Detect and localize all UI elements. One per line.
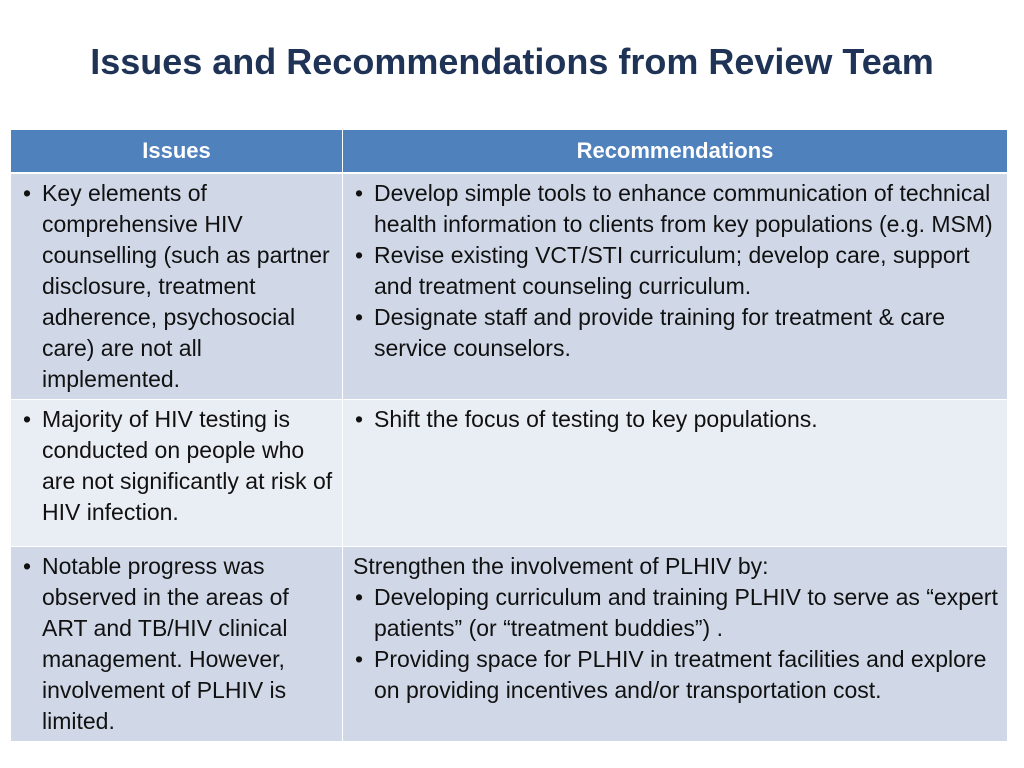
recommendation-item: • Develop simple tools to enhance communication of technical health information to clients from key populations (e.g. MSM)	[353, 178, 1001, 240]
issue-cell	[11, 400, 343, 547]
table-row	[11, 400, 1008, 547]
recommendation-cell	[343, 173, 1008, 400]
issues-recommendations-table	[10, 129, 1008, 742]
slide-title: Issues and Recommendations from Review Team	[90, 41, 934, 82]
issue-cell	[11, 547, 343, 742]
recommendation-item: • Revise existing VCT/STI curriculum; develop care, support and treatment counseling curriculum.	[353, 240, 1001, 302]
header-issues: Issues	[11, 130, 343, 174]
issue-item: • Key elements of comprehensive HIV counselling (such as partner disclosure, treatment adherence, psychosocial care) are not all implemented.	[21, 178, 336, 395]
issue-item: • Notable progress was observed in the areas of ART and TB/HIV clinical management. However, involvement of PLHIV is limited.	[21, 551, 336, 737]
recommendation-cell	[343, 400, 1008, 547]
recommendation-item: • Shift the focus of testing to key populations.	[353, 404, 1001, 435]
recommendation-cell	[343, 547, 1008, 742]
issue-cell	[11, 173, 343, 400]
table-row	[11, 547, 1008, 742]
recommendation-intro: Strengthen the involvement of PLHIV by:	[353, 553, 769, 579]
recommendation-item: • Designate staff and provide training for treatment & care service counselors.	[353, 302, 1001, 364]
header-recommendations: Recommendations	[343, 130, 1008, 174]
recommendation-item: • Developing curriculum and training PLHIV to serve as “expert patients” (or “treatment buddies”) .	[353, 582, 1001, 644]
table-row	[11, 173, 1008, 400]
table-header-row	[11, 130, 1008, 174]
issue-item: • Majority of HIV testing is conducted on people who are not significantly at risk of HIV infection.	[21, 404, 336, 528]
recommendation-item: • Providing space for PLHIV in treatment facilities and explore on providing incentives and/or transportation cost.	[353, 644, 1001, 706]
